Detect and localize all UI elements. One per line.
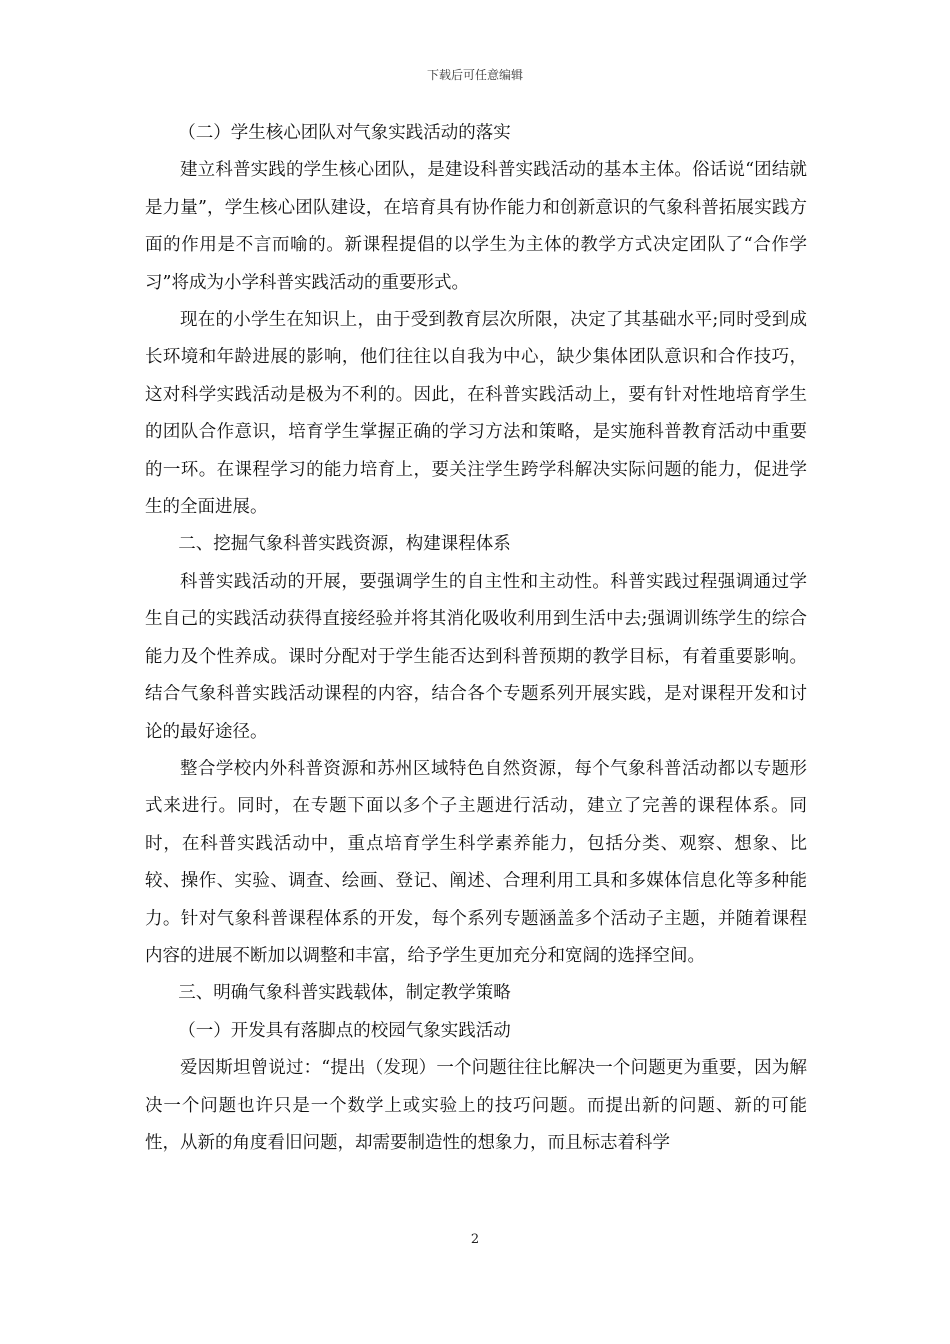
section-heading: 三、明确气象科普实践载体，制定教学策略 xyxy=(178,983,511,1004)
paragraph: 爱因斯坦曾说过：“提出（发现）一个问题往往比解决一个问题更为重要，因为解决一个问题也许只是一个数学上或实验上的技巧问题。而提出新的问题、新的可能性，从新的角度看旧问题，却需要制造性的想象力，而且标志着科学 xyxy=(145,1058,807,1153)
section-heading: 二、挖掘气象科普实践资源，构建课程体系 xyxy=(178,534,511,555)
document-body xyxy=(145,115,807,1162)
paragraph: 科普实践活动的开展，要强调学生的自主性和主动性。科普实践过程强调通过学生自己的实践活动获得直接经验并将其消化吸收利用到生活中去;强调训练学生的综合能力及个性养成。课时分配对于学生能否达到科普预期的教学目标，有着重要影响。结合气象科普实践活动课程的内容，结合各个专题系列开展实践，是对课程开发和讨论的最好途径。 xyxy=(145,571,807,742)
paragraph: 整合学校内外科普资源和苏州区域特色自然资源，每个气象科普活动都以专题形式来进行。同时，在专题下面以多个子主题进行活动，建立了完善的课程体系。同时，在科普实践活动中，重点培育学生科学素养能力，包括分类、观察、想象、比较、操作、实验、调查、绘画、登记、阐述、合理利用工具和多媒体信息化等多种能力。针对气象科普课程体系的开发，每个系列专题涵盖多个活动子主题，并随着课程内容的进展不断加以调整和丰富，给予学生更加充分和宽阔的选择空间。 xyxy=(145,758,807,966)
section-heading: （一）开发具有落脚点的校园气象实践活动 xyxy=(178,1020,511,1041)
paragraph: 建立科普实践的学生核心团队，是建设科普实践活动的基本主体。俗话说“团结就是力量”，学生核心团队建设，在培育具有协作能力和创新意识的气象科普拓展实践方面的作用是不言而喻的。新课程提倡的以学生为主体的教学方式决定团队了“合作学习”将成为小学科普实践活动的重要形式。 xyxy=(145,160,807,293)
section-heading: （二）学生核心团队对气象实践活动的落实 xyxy=(178,123,511,143)
page-header: 下载后可任意编辑 xyxy=(426,68,523,82)
paragraph: 现在的小学生在知识上，由于受到教育层次所限，决定了其基础水平;同时受到成长环境和年龄进展的影响，他们往往以自我为中心，缺少集体团队意识和合作技巧，这对科学实践活动是极为不利的。因此，在科普实践活动上，要有针对性地培育学生的团队合作意识，培育学生掌握正确的学习方法和策略，是实施科普教育活动中重要的一环。在课程学习的能力培育上，要关注学生跨学科解决实际问题的能力，促进学生的全面进展。 xyxy=(145,310,807,518)
page-number: 2 xyxy=(470,1232,480,1247)
